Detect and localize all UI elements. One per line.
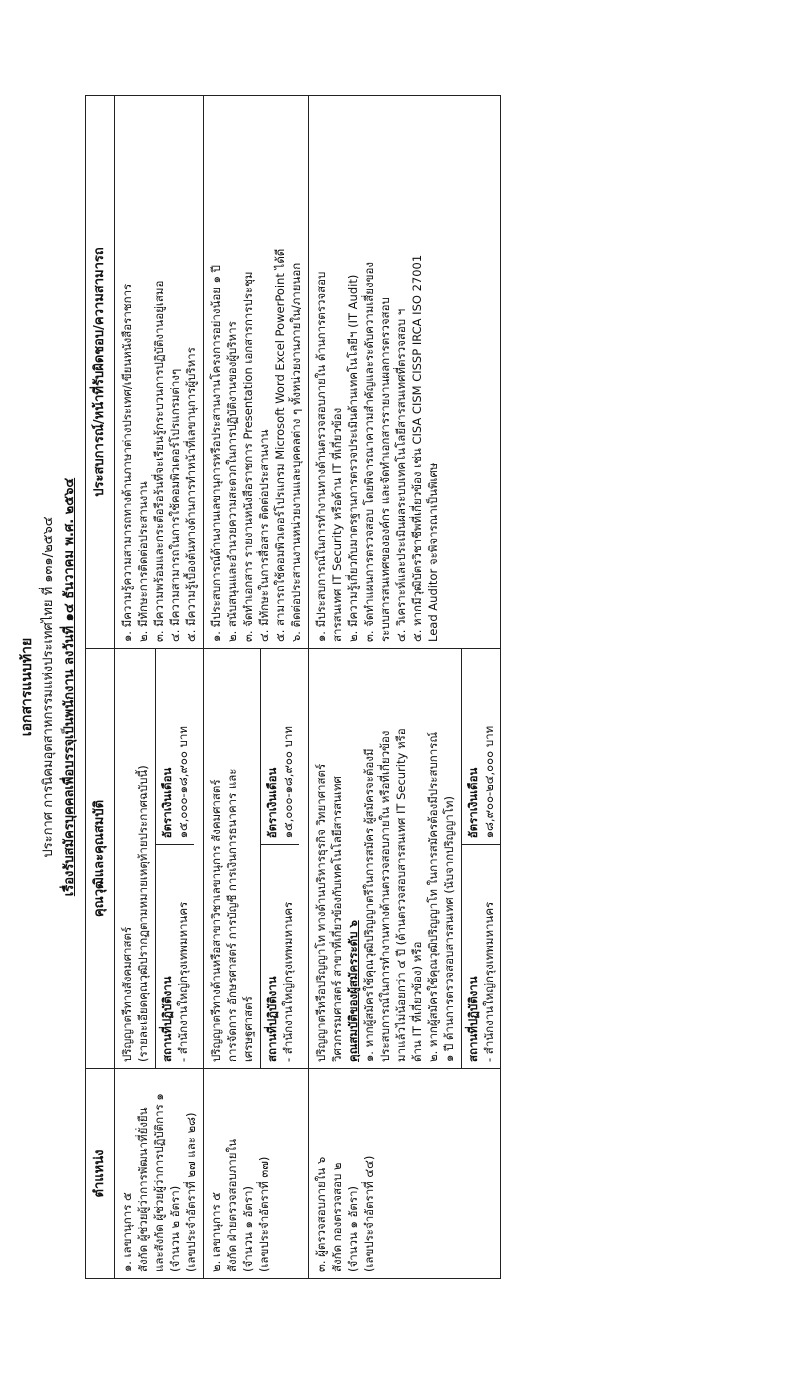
table-row [309, 96, 501, 1279]
experience-line: สารสนเทศ IT Security หรือด้าน IT ที่เกี่ยวข้อง [330, 407, 344, 642]
workplace-box [462, 844, 500, 1068]
special-qualification-line: มาแล้วไม่น้อยกว่า ๔ ปี (ด้านตรวจสอบสารสนเทศ IT Security หรือ [394, 728, 408, 1062]
experience-line: ๔. วิเคราะห์และประเมินผลระบบเทคโนโลยีสารสนเทศที่ตรวจสอบ ฯ [394, 308, 408, 642]
position-line: ๒. เลขานุการ ๕ [209, 1191, 223, 1272]
position-line: (เลขประจำอัตราที่ ๓๗) [257, 1156, 271, 1272]
salary-value: ๑๕,๐๐๐-๑๘,๙๐๐ บาท [281, 726, 295, 839]
special-qualification-line: ประสบการณ์ในการทำงานทางด้านตรวจสอบภายใน หรือที่เกี่ยวข้อง [378, 730, 392, 1062]
position-line: สังกัด กองตรวจสอบ ๒ [330, 1162, 344, 1272]
experience-line: Lead Auditor จะพิจารณาเป็นพิเศษ [426, 462, 440, 642]
experience-line: ๕. หากมีวุฒิบัตรวิชาชีพที่เกี่ยวข้อง เช่น CISA CISM CISSP IRCA ISO 27001 [410, 254, 424, 642]
experience-line: ๕. สามารถใช้คอมพิวเตอร์โปรแกรม Microsoft Word Excel PowerPoint ได้ดี [273, 248, 287, 642]
experience-line: ๒. มีทักษะการติดต่อประสานงาน [136, 481, 150, 642]
experience-line: ๒. สนับสนุนและอำนวยความสะดวกในการปฏิบัติงานของผู้บริหาร [225, 321, 239, 642]
position-line: (จำนวน ๒ อัตรา) [168, 1185, 182, 1272]
experience-line: ๓. มีความพร้อมและกระตือรือร้นที่จะเรียนรู้กระบวนการปฏิบัติงานอยู่เสมอ [152, 280, 166, 642]
qualification-line: การจัดการ อักษรศาสตร์ การบัญชี การเงินการธนาคาร และ [225, 768, 239, 1062]
qualification-line: ปริญญาตรีทางด้านหรือสาขาวิชาเลขานุการ สังคมศาสตร์ [209, 779, 223, 1062]
workplace-box [261, 844, 299, 1068]
qualification-line: ปริญญาตรีทางสังคมศาสตร์ [120, 926, 134, 1062]
salary-label: อัตราเงินเดือน [160, 767, 174, 839]
announcement-title: ประกาศ การนิคมอุตสาหกรรมแห่งประเทศไทย ที่ ๑๓๑/๒๕๖๔ [41, 516, 56, 858]
place-salary-subtable [155, 649, 194, 1068]
position-line: ๓. ผู้ตรวจสอบภายใน ๖ [314, 1156, 328, 1272]
experience-line: ๑. มีประสบการณ์ในการทำงานทางด้านตรวจสอบภายใน ด้านการตรวจสอบ [314, 271, 328, 642]
position-line: ๑. เลขานุการ ๕ [120, 1192, 134, 1272]
qualification-line: วิศวกรรมศาสตร์ สาขาที่เกี่ยวข้องกับเทคโนโลยีสารสนเทศ [330, 776, 344, 1062]
document-heading: เอกสารแนบท้าย [19, 637, 35, 737]
experience-cell [309, 96, 501, 649]
salary-box [156, 649, 194, 844]
salary-value: ๑๘,๙๐๐-๒๔,๐๐๐ บาท [482, 725, 496, 839]
experience-line: ๑. มีความรู้ความสามารถทางด้านภาษาต่างประเทศ/เขียนหนังสือราชการ [120, 283, 134, 642]
position-line: (เลขประจำอัตราที่ ๔๔) [362, 1155, 376, 1272]
qualification-cell [309, 649, 501, 1069]
experience-line: ๓. จัดทำแผนการตรวจสอบ โดยพิจารณาความสำคัญและระดับความเสี่ยงของ [362, 262, 376, 642]
workplace-value: - สำนักงานใหญ่กรุงเทพมหานคร [281, 901, 295, 1062]
position-line: (เลขประจำอัตราที่ ๒๗ และ ๒๘) [184, 1112, 198, 1272]
table-header-row [86, 96, 115, 1279]
experience-line: ๕. มีความรู้เบื้องต้นทางด้านการทำหน้าที่เลขานุการผู้บริหาร [184, 347, 198, 642]
position-line: สังกัด ฝ่ายตรวจสอบภายใน [225, 1139, 239, 1272]
position-cell [309, 1069, 501, 1279]
table-row [115, 96, 204, 1279]
position-line: และสังกัด ผู้ช่วยผู้ว่าการปฏิบัติการ ๑ [152, 1093, 166, 1272]
position-line: (จำนวน ๑ อัตรา) [346, 1186, 360, 1272]
salary-box [462, 649, 500, 844]
qualification-line: (รายละเอียดคุณวุฒิปรากฏตามหมายเหตุท้ายประกาศฉบับนี้) [136, 765, 150, 1062]
special-qualification-line: ด้าน IT ที่เกี่ยวข้อง) หรือ [410, 941, 424, 1062]
position-line: (จำนวน ๑ อัตรา) [241, 1186, 255, 1272]
special-qualification-line: ๒. หากผู้สมัครใช้คุณวุฒิปริญญาโท ในการสมัครต้องมีประสบการณ์ [426, 731, 440, 1062]
salary-box [261, 649, 299, 844]
place-salary-subtable [461, 649, 500, 1068]
experience-line: ๖. ติดต่อประสานงานหน่วยงานและบุคคลต่าง ๆ ทั้งหน่วยงานภายใน/ภายนอก [289, 262, 303, 642]
experience-line: ๔. มีทักษะในการสื่อสาร ติดต่อประสานงาน [257, 429, 271, 642]
salary-label: อัตราเงินเดือน [466, 767, 480, 839]
workplace-box [156, 844, 194, 1068]
experience-line: ๓. จัดทำเอกสาร รายงานหนังสือราชการ Presentation เอกสารการประชุม [241, 271, 255, 642]
salary-label: อัตราเงินเดือน [265, 767, 279, 839]
column-header-experience: ประสบการณ์/หน้าที่รับผิดชอบ/ความสามารถ [86, 96, 115, 649]
special-qualification-line: ๑. หากผู้สมัครใช้คุณวุฒิปริญญาตรีในการสมัคร ผู้สมัครจะต้องมี [362, 748, 376, 1062]
workplace-value: - สำนักงานใหญ่กรุงเทพมหานคร [176, 901, 190, 1062]
positions-table [85, 95, 501, 1279]
announcement-subject: เรื่องรับสมัครบุคคลเพื่อบรรจุเป็นพนักงาน ลงวันที่ ๑๔ ธันวาคม พ.ศ. ๒๕๖๔ [62, 477, 77, 897]
qualification-line: เศรษฐศาสตร์ [241, 996, 255, 1062]
experience-line: ระบบสารสนเทศขององค์กร และจัดทำเอกสารรายงานผลการตรวจสอบ [378, 297, 392, 642]
special-qualification-title: คุณสมบัติของผู้สมัครระดับ ๖ [346, 920, 360, 1062]
workplace-label: สถานที่ปฏิบัติงาน [466, 976, 480, 1062]
position-cell [204, 1069, 309, 1279]
qualification-cell [204, 649, 309, 1069]
column-header-position: ตำแหน่ง [86, 1069, 115, 1279]
qualification-cell [115, 649, 204, 1069]
salary-value: ๑๕,๐๐๐-๑๘,๙๐๐ บาท [176, 726, 190, 839]
qualification-line: ปริญญาตรีหรือปริญญาโท ทางด้านบริหารธุรกิจ วิทยาศาสตร์ [314, 763, 328, 1062]
table-row [204, 96, 309, 1279]
column-header-qualification: คุณวุฒิและคุณสมบัติ [86, 649, 115, 1069]
experience-cell [204, 96, 309, 649]
workplace-label: สถานที่ปฏิบัติงาน [265, 976, 279, 1062]
experience-line: ๔. มีความสามารถในการใช้คอมพิวเตอร์โปรแกรมต่างๆ [168, 368, 182, 642]
workplace-value: - สำนักงานใหญ่กรุงเทพมหานคร [482, 901, 496, 1062]
place-salary-subtable [260, 649, 299, 1068]
experience-line: ๒. มีความรู้เกี่ยวกับมาตรฐานการตรวจประเมินด้านเทคโนโลยีฯ (IT Audit) [346, 274, 360, 642]
position-line: สังกัด ผู้ช่วยผู้ว่าการพัฒนาที่ยั่งยืน [136, 1107, 150, 1272]
position-cell [115, 1069, 204, 1279]
experience-line: ๑. มีประสบการณ์ด้านงานเลขานุการหรือประสานงานโครงการอย่างน้อย ๑ ปี [209, 265, 223, 642]
experience-cell [115, 96, 204, 649]
special-qualification-line: ๑ ปี ด้านการตรวจสอบสารสนเทศ (นับจากปริญญาโท) [442, 796, 456, 1062]
workplace-label: สถานที่ปฏิบัติงาน [160, 976, 174, 1062]
